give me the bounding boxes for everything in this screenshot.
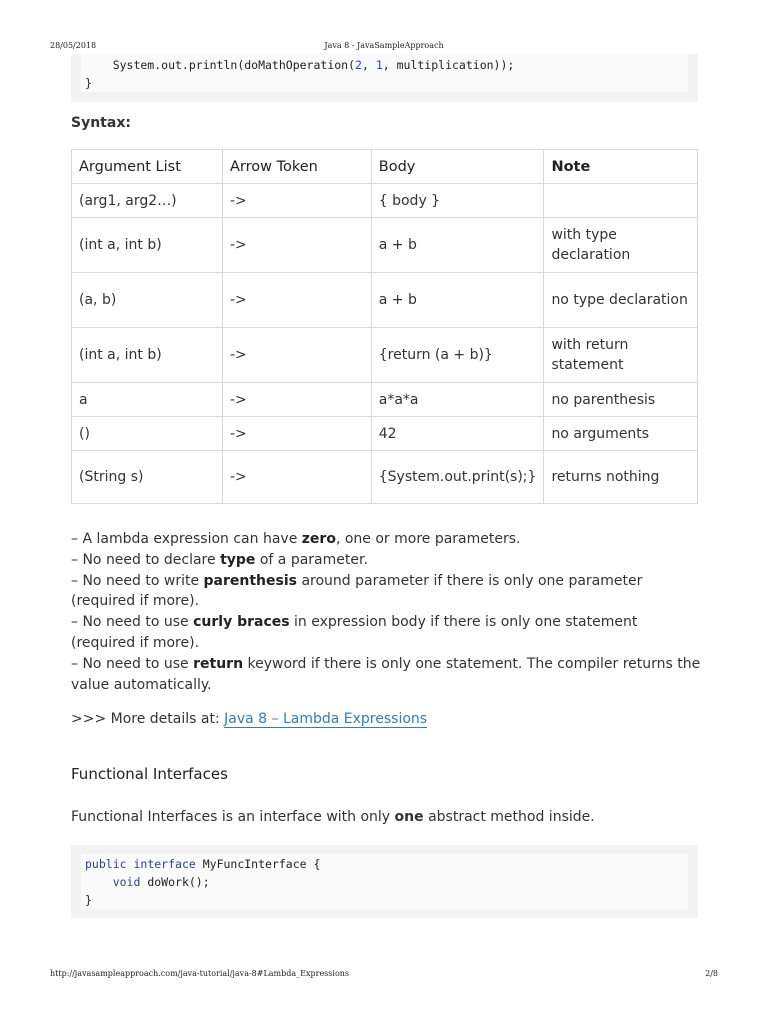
table-cell: -> — [222, 417, 371, 451]
table-cell: (String s) — [72, 451, 223, 504]
page-number: 2/8 — [705, 969, 718, 978]
table-cell: 42 — [371, 417, 544, 451]
table-cell: { body } — [371, 184, 544, 218]
more-details-prefix: >>> More details at: — [71, 711, 225, 727]
table-cell: {System.out.print(s);} — [371, 451, 544, 504]
table-cell: with return statement — [544, 328, 698, 383]
column-header: Argument List — [72, 150, 223, 184]
table-cell: with type declaration — [544, 218, 698, 273]
table-cell: no arguments — [544, 417, 698, 451]
print-header — [50, 41, 718, 53]
print-footer — [50, 969, 718, 981]
note-line: – No need to use return keyword if there is only one statement. The compiler returns the value automatically. — [71, 655, 701, 693]
more-details — [71, 711, 427, 727]
syntax-table — [71, 149, 698, 504]
table-row — [72, 383, 698, 417]
table-row — [72, 417, 698, 451]
table-cell: a + b — [371, 218, 544, 273]
note-line: – A lambda expression can have zero, one or more parameters. — [71, 531, 521, 547]
table-cell: returns nothing — [544, 451, 698, 504]
table-row — [72, 218, 698, 273]
table-header-row — [72, 150, 698, 184]
table-cell: -> — [222, 184, 371, 218]
table-cell: no parenthesis — [544, 383, 698, 417]
table-cell: -> — [222, 383, 371, 417]
table-row — [72, 184, 698, 218]
table-cell: (int a, int b) — [72, 218, 223, 273]
functional-interfaces-heading: Functional Interfaces — [71, 765, 228, 783]
page-url: http://javasampleapproach.com/java-tutorial/java-8#Lambda_Expressions — [50, 969, 350, 978]
lambda-notes — [71, 529, 701, 695]
table-cell: a + b — [371, 273, 544, 328]
note-line: – No need to write parenthesis around parameter if there is only one parameter (required if more). — [71, 572, 643, 610]
table-cell: -> — [222, 273, 371, 328]
table-cell: (a, b) — [72, 273, 223, 328]
table-cell: no type declaration — [544, 273, 698, 328]
table-cell: a*a*a — [371, 383, 544, 417]
lambda-expressions-link[interactable]: Java 8 – Lambda Expressions — [224, 711, 428, 727]
table-cell: a — [72, 383, 223, 417]
table-cell: -> — [222, 218, 371, 273]
column-header: Body — [371, 150, 544, 184]
table-cell: -> — [222, 328, 371, 383]
code-line: } — [85, 76, 92, 90]
table-cell: -> — [222, 451, 371, 504]
functional-interfaces-description: Functional Interfaces is an interface with only one abstract method inside. — [71, 809, 595, 825]
table-cell — [544, 184, 698, 218]
code-block-interface — [71, 845, 698, 918]
note-line: – No need to use curly braces in expression body if there is only one statement (required if more). — [71, 614, 638, 651]
print-date: 28/05/2018 — [50, 41, 97, 50]
table-row — [72, 328, 698, 383]
table-row — [72, 273, 698, 328]
syntax-heading: Syntax: — [71, 115, 131, 131]
print-page-title: Java 8 - JavaSampleApproach — [324, 41, 444, 50]
code-block-top — [71, 54, 698, 102]
table-cell: (int a, int b) — [72, 328, 223, 383]
note-line: – No need to declare type of a parameter. — [71, 551, 368, 568]
code-line: public interface MyFuncInterface { — [85, 857, 321, 871]
code-line: } — [85, 893, 92, 907]
column-header: Note — [544, 150, 698, 184]
code-line: void doWork(); — [112, 875, 210, 889]
table-cell: {return (a + b)} — [371, 328, 544, 383]
table-cell: (arg1, arg2…) — [72, 184, 223, 218]
table-row — [72, 451, 698, 504]
table-cell: () — [72, 417, 223, 451]
column-header: Arrow Token — [222, 150, 371, 184]
code-line: System.out.println(doMathOperation(2, 1, multiplication)); — [85, 58, 515, 72]
